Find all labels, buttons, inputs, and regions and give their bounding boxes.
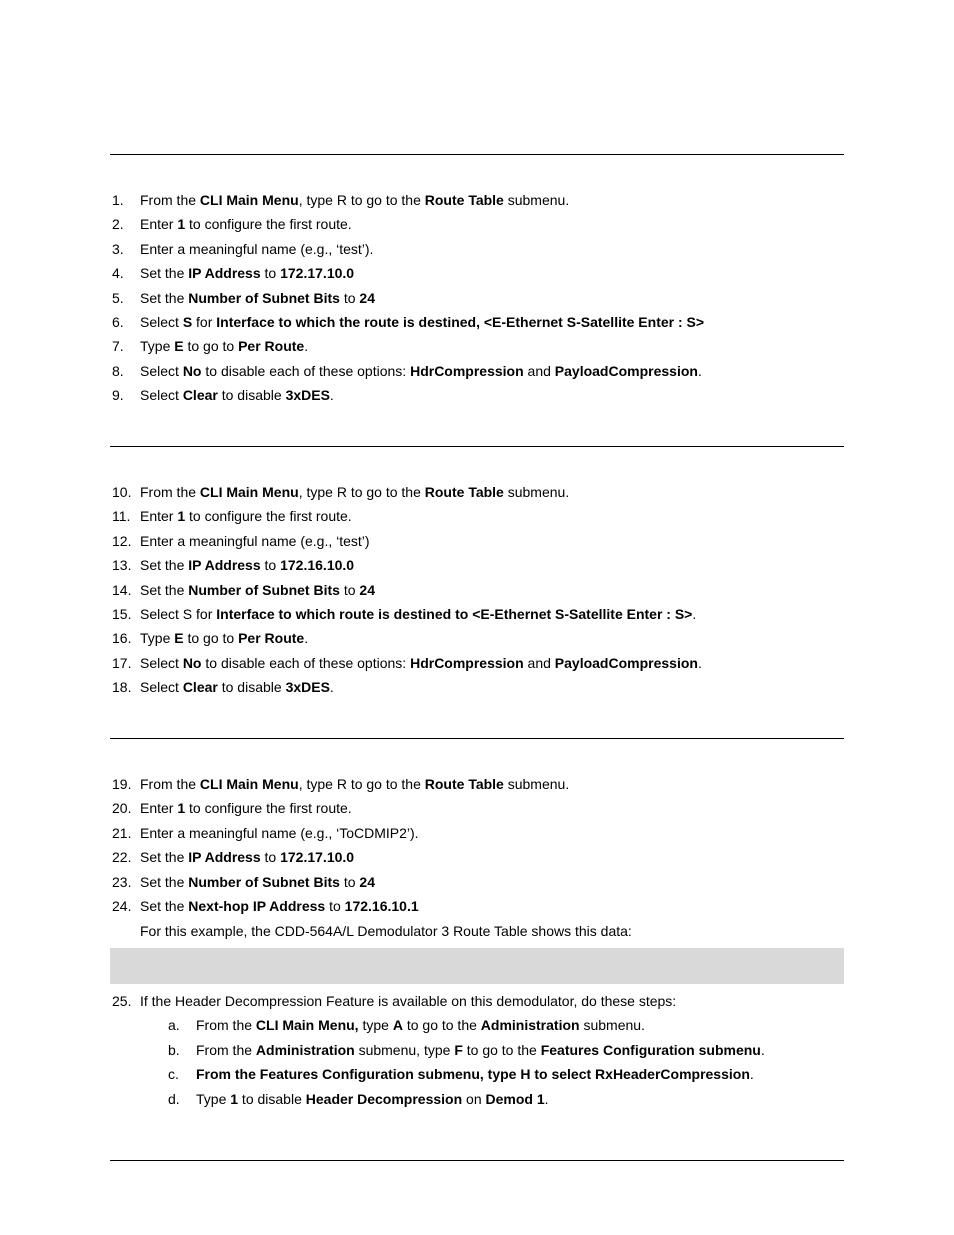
step-term: Per Route <box>238 338 305 355</box>
step-text: to disable <box>217 679 286 696</box>
step-term: IP Address <box>188 265 261 282</box>
step-term: 172.16.10.0 <box>280 557 355 574</box>
step-text: to go to the <box>402 1017 481 1033</box>
step-number: 9. <box>112 387 124 404</box>
list-item <box>168 1090 848 1108</box>
list-item <box>112 386 852 404</box>
list-item <box>112 362 852 380</box>
step-text: Select <box>140 679 183 696</box>
step-number: 18. <box>112 679 132 696</box>
step-term: Demod 1 <box>485 1090 545 1107</box>
step-text: If the Header Decompression Feature is available on this demodulator, do these steps: <box>140 993 677 1009</box>
step-term: Number of Subnet Bits <box>188 581 340 598</box>
step-text: From the <box>140 192 200 208</box>
step-term: 1 <box>177 216 186 233</box>
step-term: IP Address <box>188 849 261 866</box>
step-term: E <box>174 630 184 647</box>
step-number: 5. <box>112 289 124 306</box>
step-text: Type <box>140 338 175 355</box>
step-text: Set the <box>140 557 189 574</box>
step-term: A <box>392 1017 403 1033</box>
step-number: c. <box>168 1066 179 1083</box>
step-term: 3xDES <box>285 679 330 696</box>
step-text: . <box>692 606 697 622</box>
list-item <box>168 1041 848 1059</box>
step-number: 2. <box>112 216 124 233</box>
step-term: From the Features Configuration submenu, type H to select RxHeaderCompression <box>196 1066 750 1083</box>
list-item <box>112 215 852 233</box>
list-item <box>112 337 852 355</box>
step-term: PayloadCompression <box>554 654 698 671</box>
step-text: Set the <box>140 265 189 282</box>
step-text: Enter a meaningful name (e.g., ‘test’) <box>140 532 370 549</box>
step-text: . <box>749 1066 754 1083</box>
step-number: a. <box>168 1017 180 1033</box>
step-number: 22. <box>112 849 132 866</box>
step-term: Number of Subnet Bits <box>188 873 340 890</box>
step-text: Set the <box>140 581 189 598</box>
step-number: 24. <box>112 898 132 914</box>
step-term: 172.17.10.0 <box>280 849 355 866</box>
step-text: to disable each of these options: <box>201 654 411 671</box>
step-text: on <box>462 1090 486 1107</box>
step-number: 14. <box>112 581 132 598</box>
step-term: E <box>174 338 184 355</box>
step-term: IP Address <box>188 557 261 574</box>
list-item <box>112 799 852 817</box>
list-item <box>112 654 852 672</box>
step-text: Select <box>140 654 183 671</box>
step-number: 12. <box>112 532 132 549</box>
step-term: Route Table <box>424 776 504 792</box>
step-text: type <box>358 1017 393 1033</box>
step-term: 1 <box>177 800 186 817</box>
step-text: From the <box>196 1017 256 1033</box>
section-divider-2 <box>110 446 844 447</box>
list-item <box>112 992 852 1010</box>
step-text: and <box>523 362 555 379</box>
list-item <box>112 532 852 550</box>
step-term: Route Table <box>424 192 504 208</box>
list-item <box>112 678 852 696</box>
step-text: to go to <box>183 338 239 355</box>
step-text: submenu. <box>503 484 570 500</box>
step-text: to <box>260 849 281 866</box>
step-text: Select <box>140 314 183 330</box>
step-term: 172.16.10.1 <box>344 898 419 914</box>
step-number: 6. <box>112 314 124 330</box>
list-item <box>112 873 852 891</box>
step-term: 1 <box>177 508 186 525</box>
step-text: . <box>697 654 702 671</box>
step-text: From the <box>196 1041 256 1058</box>
step-number: 13. <box>112 557 132 574</box>
step-text: to configure the first route. <box>185 800 352 817</box>
step-term: Clear <box>182 387 218 404</box>
step-text: to disable <box>238 1090 306 1107</box>
route-table-data-band <box>110 948 844 984</box>
step-text: , type R to go to the <box>298 776 425 792</box>
step-text: . <box>544 1090 549 1107</box>
step-term: 24 <box>359 581 375 598</box>
list-item <box>112 581 852 599</box>
step-text: Enter <box>140 800 178 817</box>
step-text: Select S for <box>140 606 217 622</box>
step-text: to <box>339 581 360 598</box>
step-term: Administration <box>255 1041 355 1058</box>
list-item <box>112 483 852 501</box>
step-term: PayloadCompression <box>554 362 698 379</box>
step-text: From the <box>140 484 200 500</box>
step-term: Administration <box>480 1017 580 1033</box>
step-text: , type R to go to the <box>298 192 425 208</box>
step-text: to disable each of these options: <box>201 362 411 379</box>
step-term: CLI Main Menu <box>199 192 299 208</box>
step-text: to disable <box>217 387 286 404</box>
list-item <box>168 1065 848 1083</box>
step-term: Number of Subnet Bits <box>188 289 340 306</box>
step-number: d. <box>168 1090 180 1107</box>
list-item <box>168 1016 848 1034</box>
step-text: Enter a meaningful name (e.g., ‘test’). <box>140 240 374 257</box>
step-term: 1 <box>230 1090 239 1107</box>
step-text: submenu. <box>503 776 570 792</box>
step-term: CLI Main Menu <box>199 776 299 792</box>
step-term: Interface to which the route is destined, <E-Ethernet S-Satellite Enter : S> <box>216 314 705 330</box>
step-number: 20. <box>112 800 132 817</box>
step-number: 21. <box>112 824 132 841</box>
step-text: to <box>339 873 360 890</box>
step-number: 7. <box>112 338 124 355</box>
step-text: , type R to go to the <box>298 484 425 500</box>
step-term: 24 <box>359 289 375 306</box>
route-table-note: For this example, the CDD-564A/L Demodulator 3 Route Table shows this data: <box>140 923 632 939</box>
step-text: Set the <box>140 289 189 306</box>
step-text: Type <box>196 1090 231 1107</box>
step-text: and <box>523 654 555 671</box>
step-text: . <box>329 679 334 696</box>
step-term: Header Decompression <box>305 1090 463 1107</box>
step-text: to <box>260 265 281 282</box>
step-text: Enter a meaningful name (e.g., ‘ToCDMIP2’). <box>140 824 419 841</box>
list-item <box>112 775 852 793</box>
step-text: to configure the first route. <box>185 216 352 233</box>
step-term: S <box>182 314 193 330</box>
list-item <box>112 289 852 307</box>
step-text: Set the <box>140 849 189 866</box>
step-number: 1. <box>112 192 124 208</box>
step-number: 10. <box>112 484 132 500</box>
list-item <box>112 264 852 282</box>
list-item <box>112 629 852 647</box>
step-text: Select <box>140 387 183 404</box>
step-text: submenu, type <box>354 1041 455 1058</box>
step-number: b. <box>168 1041 180 1058</box>
step-text: From the <box>140 776 200 792</box>
list-item <box>112 824 852 842</box>
step-number: 3. <box>112 240 124 257</box>
step-term: Next-hop IP Address <box>188 898 326 914</box>
step-text: Type <box>140 630 175 647</box>
step-term: 172.17.10.0 <box>280 265 355 282</box>
step-term: Interface to which route is destined to <E-Ethernet S-Satellite Enter : S> <box>216 606 693 622</box>
step-term: 3xDES <box>285 387 330 404</box>
step-term: Per Route <box>238 630 305 647</box>
step-text: to go to the <box>462 1041 541 1058</box>
list-item <box>112 240 852 258</box>
step-text: Set the <box>140 898 189 914</box>
list-item <box>112 897 852 915</box>
step-number: 25. <box>112 993 132 1009</box>
step-number: 4. <box>112 265 124 282</box>
step-text: . <box>760 1041 765 1058</box>
list-item <box>112 605 852 623</box>
step-text: to <box>339 289 360 306</box>
step-text: Enter <box>140 508 178 525</box>
list-item <box>112 507 852 525</box>
step-text: to go to <box>183 630 239 647</box>
step-number: 16. <box>112 630 132 647</box>
step-term: CLI Main Menu <box>199 484 299 500</box>
step-text: . <box>329 387 334 404</box>
step-term: HdrCompression <box>410 362 524 379</box>
step-term: Features Configuration submenu <box>540 1041 761 1058</box>
step-term: Route Table <box>424 484 504 500</box>
step-term: Clear <box>182 679 218 696</box>
list-item <box>112 848 852 866</box>
step-term: No <box>182 654 202 671</box>
list-item <box>112 556 852 574</box>
step-text: to <box>325 898 345 914</box>
step-number: 8. <box>112 362 124 379</box>
step-text: to <box>260 557 281 574</box>
step-text: to configure the first route. <box>185 508 352 525</box>
step-text: . <box>697 362 702 379</box>
step-number: 19. <box>112 776 132 792</box>
step-number: 23. <box>112 873 132 890</box>
step-term: CLI Main Menu, <box>255 1017 359 1033</box>
step-text: . <box>304 630 309 647</box>
step-text: . <box>304 338 309 355</box>
section-divider-1 <box>110 154 844 155</box>
step-text: Select <box>140 362 183 379</box>
step-text: submenu. <box>579 1017 645 1033</box>
step-term: HdrCompression <box>410 654 524 671</box>
step-text: Enter <box>140 216 178 233</box>
list-item <box>112 191 852 209</box>
step-text: for <box>192 314 217 330</box>
step-text: submenu. <box>503 192 570 208</box>
footer-divider <box>110 1160 844 1161</box>
step-term: No <box>182 362 202 379</box>
section-divider-3 <box>110 738 844 739</box>
step-term: F <box>454 1041 463 1058</box>
step-number: 15. <box>112 606 132 622</box>
list-item <box>112 313 852 331</box>
step-number: 11. <box>112 508 131 525</box>
step-text: Set the <box>140 873 189 890</box>
step-number: 17. <box>112 654 132 671</box>
step-term: 24 <box>359 873 375 890</box>
